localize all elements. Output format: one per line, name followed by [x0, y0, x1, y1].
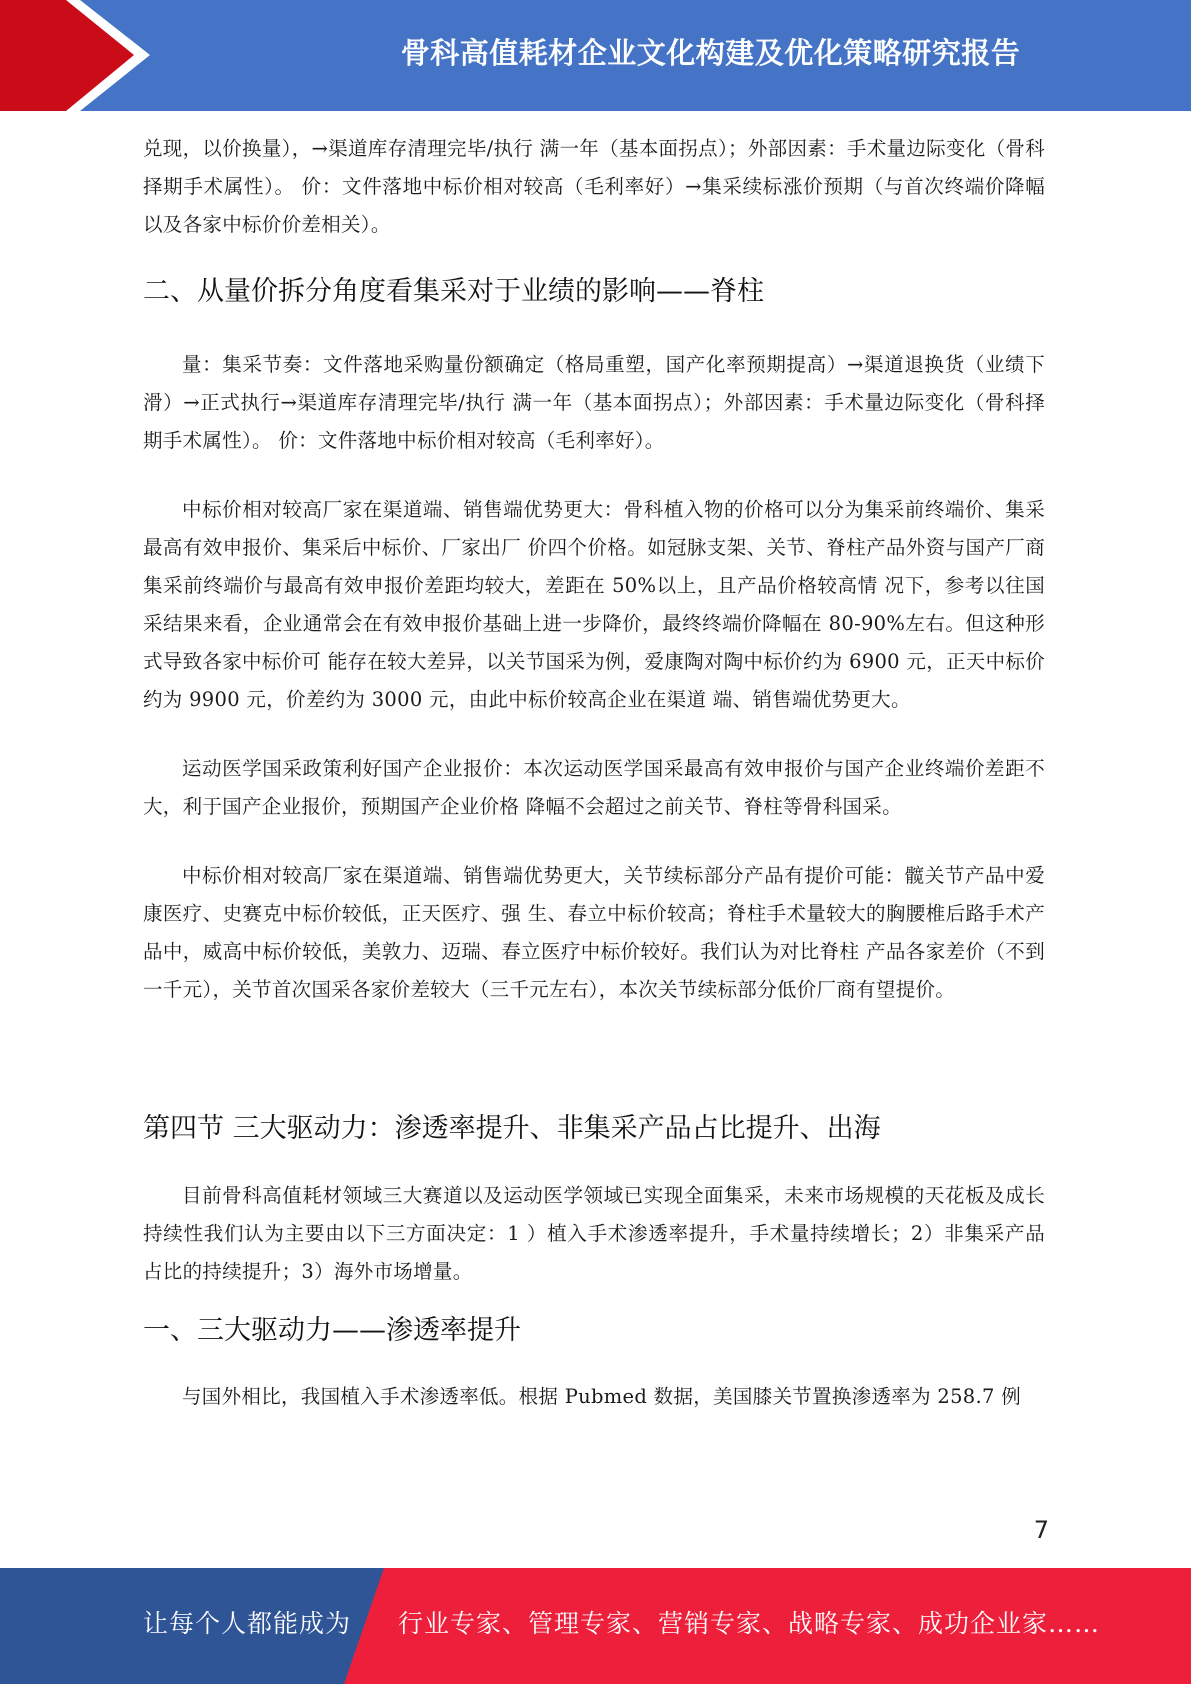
heading-section-four: 第四节 三大驱动力：渗透率提升、非集采产品占比提升、出海 — [143, 1113, 881, 1144]
heading-spine: 二、从量价拆分角度看集采对于业绩的影响——脊柱 — [143, 276, 764, 307]
sports-medicine-paragraph: 运动医学国采政策利好国产企业报价：本次运动医学国采最高有效申报价与国产企业终端价差距不大，利于国产企业报价，预期国产企业价格 降幅不会超过之前关节、脊柱等骨科国采。 — [143, 757, 1045, 818]
page-number: 7 — [1033, 1516, 1049, 1544]
footer-slogan-right: 行业专家、管理专家、营销专家、战略专家、成功企业家…… — [398, 1609, 1101, 1638]
page-footer — [0, 1568, 1191, 1684]
bid-price-paragraph: 中标价相对较高厂家在渠道端、销售端优势更大：骨科植入物的价格可以分为集采前终端价、集采最高有效申报价、集采后中标价、厂家出厂 价四个价格。如冠脉支架、关节、脊柱产品外资与国产厂商集采前终端价与最高有效申报价差距均较大，差距在 50%以上，且产品价格较高情 况下，参考以往国采结果来看，企业通常会在有效申报价基础上进一步降价，最终终端价降幅在 80-90%左右。但这种形式导致各家中标价可 能存在较大差异，以关节国采为例，爱康陶对陶中标价约为 6900 元，正天中标价约为 9900 元，价差约为 3000 元，由此中标价较高企业在渠道 端、销售端优势更大。 — [143, 498, 1045, 711]
volume-paragraph: 量：集采节奏：文件落地采购量份额确定（格局重塑，国产化率预期提高）→渠道退换货（业绩下滑）→正式执行→渠道库存清理完毕/执行 满一年（基本面拐点）；外部因素：手术量边际变化（骨科择期手术属性）。 价：文件落地中标价相对较高（毛利率好）。 — [143, 353, 1045, 452]
report-title: 骨科高值耗材企业文化构建及优化策略研究报告 — [400, 36, 1021, 70]
pubmed-paragraph: 与国外相比，我国植入手术渗透率低。根据 Pubmed 数据，美国膝关节置换渗透率为 258.7 例 — [182, 1385, 1021, 1408]
joint-renewal-paragraph: 中标价相对较高厂家在渠道端、销售端优势更大，关节续标部分产品有提价可能：髋关节产品中爱康医疗、史赛克中标价较低，正天医疗、强 生、春立中标价较高；脊柱手术量较大的胸腰椎后路手术产品中，威高中标价较低，美敦力、迈瑞、春立医疗中标价较好。我们认为对比脊柱 产品各家差价（不到一千元），关节首次国采各家价差较大（三千元左右），本次关节续标部分低价厂商有望提价。 — [143, 864, 1045, 1001]
drivers-paragraph: 目前骨科高值耗材领域三大赛道以及运动医学领域已实现全面集采，未来市场规模的天花板及成长持续性我们认为主要由以下三方面决定：1 ）植入手术渗透率提升，手术量持续增长；2）非集采产品占比的持续提升；3）海外市场增量。 — [143, 1184, 1045, 1283]
footer-slogan-left: 让每个人都能成为 — [143, 1609, 352, 1638]
page-header — [0, 0, 1191, 111]
document-body — [143, 130, 1045, 1416]
intro-paragraph: 兑现，以价换量），→渠道库存清理完毕/执行 满一年（基本面拐点）；外部因素：手术量边际变化（骨科择期手术属性）。 价：文件落地中标价相对较高（毛利率好）→集采续标涨价预期（与首次终端价降幅以及各家中标价价差相关）。 — [143, 137, 1045, 236]
heading-penetration: 一、三大驱动力——渗透率提升 — [143, 1315, 521, 1346]
